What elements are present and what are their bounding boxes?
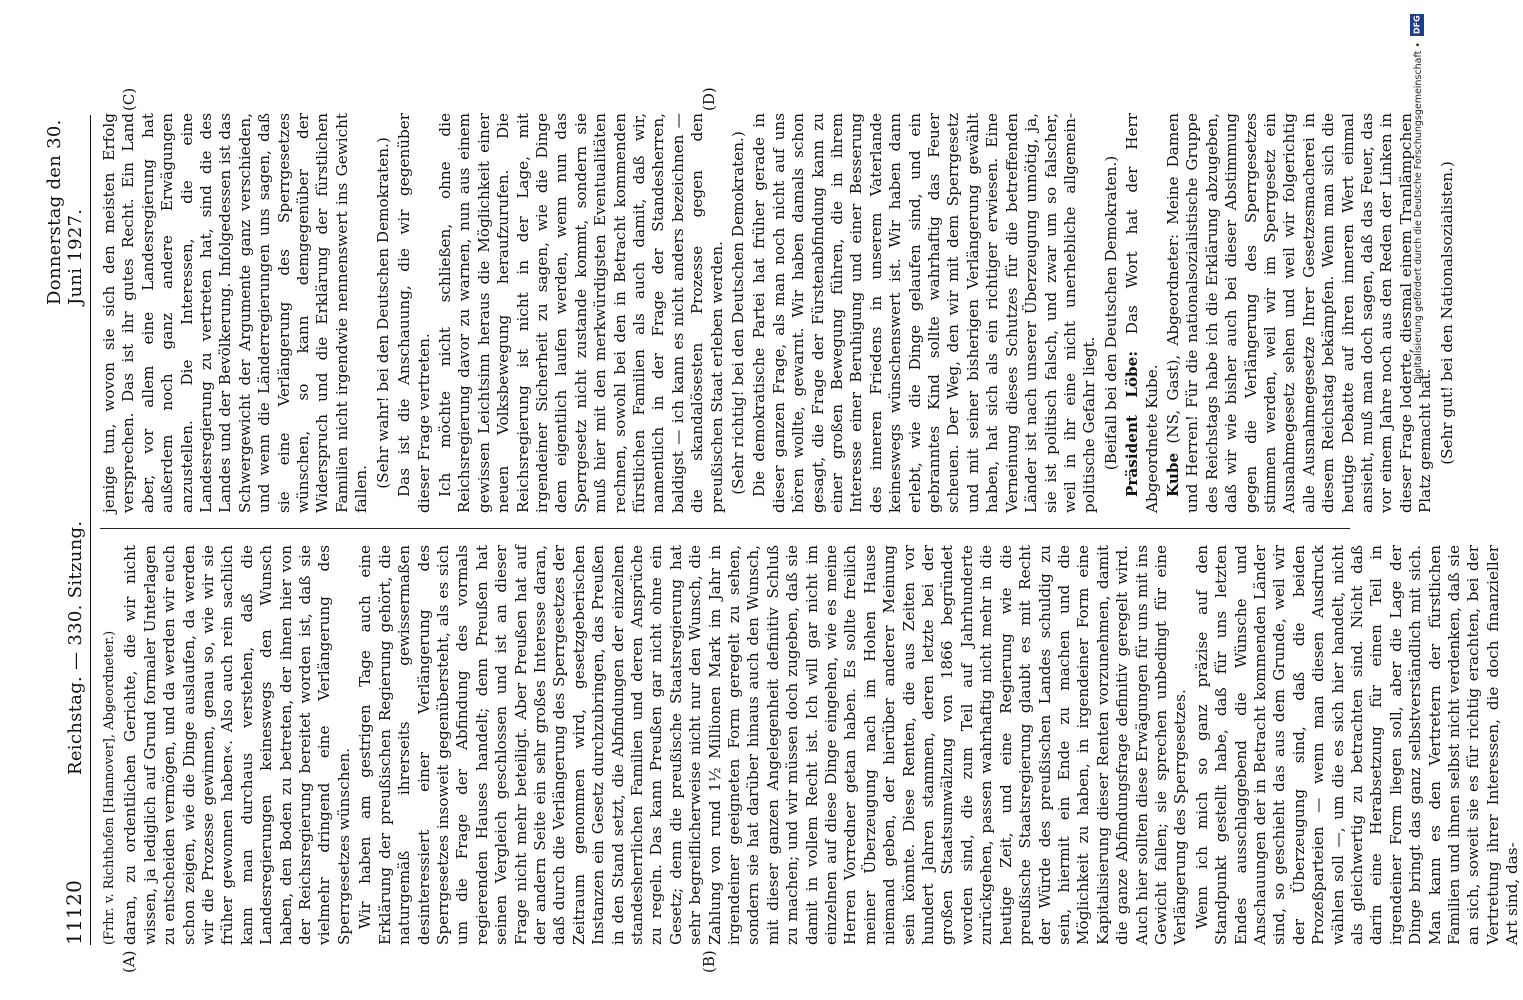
- header-rule: [90, 115, 91, 945]
- left-column: [100, 545, 1522, 945]
- interjection: (Sehr richtig! bei den Deutschen Demokraten.): [729, 131, 747, 495]
- interjection: (Sehr gut! bei den Nationalsozialisten.): [1437, 161, 1456, 465]
- speaker-name: Kube: [1163, 452, 1182, 497]
- page-header: [44, 115, 88, 945]
- paragraph-text: Das Wort hat der Herr Abgeordnete Kube.: [1123, 113, 1161, 513]
- page-number: 11120: [62, 879, 86, 945]
- paragraph: Wenn ich mich so ganz präzise auf den Standpunkt gestellt habe, daß für uns letzten Endes ausschlaggebend die Wünsche und Anschauungen der in Betracht kommenden Länder sind, so geschieht das aus dem Grunde, weil wir der Überzeugung sind, daß die beiden Prozeßparteien — wenn man diesen Ausdruck wählen soll —, um die es sich hier handelt, nicht als gleichwertig zu betrachten sind. Nicht daß darin eine Herabsetzung für einen Teil in irgendeiner Form liegen soll, aber die Lage der Dinge bringt das ganz selbstverständlich mit sich. Man kann es den Vertretern der fürstlichen Familien und ihnen selbst nicht verdenken, daß sie an sich, soweit sie es für richtig erachten, bei der Vertretung ihrer Interessen, die doch finanzieller Art sind, das-: [1192, 545, 1522, 945]
- paragraph: Das ist die Anschauung, die wir gegenüber dieser Frage vertreten.: [395, 113, 433, 513]
- margin-mark-c: (C): [120, 87, 138, 111]
- dfg-logo: DFG: [1410, 14, 1424, 36]
- margin-mark-b: (B): [700, 950, 718, 973]
- paragraph: daran, zu ordentlichen Gerichte, die wir nicht wissen, ja lediglich auf Grund formaler Unterlagen zu entscheiden vermögen, und da werden wir euch schon zeigen, wie die Dinge auslaufen, da werden wir die Prozesse gewinnen, genau so, wie wir sie früher gewonnen haben«. Also auch rein sachlich kann man durchaus verstehen, daß die Landesregierungen keineswegs den Wunsch haben, den Boden zu betreten, der ihnen hier von der Reichsregierung bereitet worden ist, daß sie vielmehr dringend eine Verlängerung des Sperrgesetzes wünschen.: [121, 545, 353, 945]
- speaker-name: Präsident Löbe:: [1123, 351, 1142, 497]
- president-paragraph: [1123, 113, 1162, 513]
- session-date: Donnerstag den 30. Juni 1927.: [44, 119, 86, 305]
- interjection: (Sehr wahr! bei den Deutschen Demokraten.): [373, 137, 392, 489]
- paragraph-text: (NS, Gast), Abgeordneter: Meine Damen und Herren! Für die nationalsozialistische Gruppe des Reichstags habe ich die Erklärung abzugeben, daß wir wie bisher auch bei dieser Abstimmung gegen die Verlängerung des Sperrgesetzes stimmen werden, weil wir im Sperrgesetz ein Ausnahmegesetz sehen und weil wir folgerichtig alle Ausnahmegesetze Ihrer Gesetzesmacherei in diesem Reichstag bekämpfen. Wenn man sich die heutige Debatte auf ihren inneren Wert einmal ansieht, muß man doch sagen, daß das Feuer, das vor einem Jahre noch aus den Reden der Linken in dieser Frage loderte, diesmal einem Tranlämpchen Platz gemacht hat.: [1163, 112, 1435, 513]
- column-divider: [100, 528, 1350, 529]
- margin-mark-d: (D): [700, 87, 718, 111]
- dfg-credit-text: Digitalisierung gefördert durch die Deutsche Forschungsgemeinschaft •: [1413, 42, 1424, 384]
- speaker-line: (Frhr. v. Richthofen [Hannover], Abgeordneter.): [102, 630, 117, 945]
- paragraph: Ich möchte nicht schließen, ohne die Reichsregierung davor zu warnen, nun aus einem gewissen Leichtsinn heraus die Möglichkeit einer neuen Volksbewegung heraufzurufen. Die Reichsregierung ist nicht in der Lage, mit irgendeiner Sicherheit zu sagen, wie die Dinge dem eigentlich laufen werden, wenn nun das Sperrgesetz nicht zustande kommt, sondern sie muß hier mit den merkwürdigsten Eventualitäten rechnen, sowohl bei den in Betracht kommenden fürstlichen Familien als auch damit, daß wir, namentlich in der Frage der Standesherren, baldigst — ich kann es nicht anders bezeichnen — die skandalösesten Prozesse gegen den preußischen Staat erleben werden.: [435, 113, 726, 513]
- interjection: (Beifall bei den Deutschen Demokraten.): [1101, 155, 1120, 471]
- session-title: Reichstag. — 330. Sitzung.: [65, 520, 86, 775]
- dfg-credit-strip: [1410, 6, 1430, 996]
- paragraph: jenige tun, wovon sie sich den meisten Erfolg versprechen. Das ist ihr gutes Recht. Ein Land aber, vor allem eine Landesregierung hat außerdem noch ganz andere Erwägungen anzustellen. Die Interessen, die eine Landesregierung zu vertreten hat, sind die des Landes und der Bevölkerung. Infolgedessen ist das Schwergewicht der Argumente ganz verschieden, und wenn die Länderregierungen uns sagen, daß sie eine Verlängerung des Sperrgesetzes wünschen, so kann demgegenüber der Widerspruch und die Erklärung der fürstlichen Familien nicht irgendwie nennenswert ins Gewicht fallen.: [100, 113, 371, 513]
- margin-mark-a: (A): [120, 950, 138, 973]
- paragraph: Wir haben am gestrigen Tage auch eine Erklärung der preußischen Regierung gehört, die naturgemäß ihrerseits gewissermaßen desinteressiert einer Verlängerung des Sperrgesetzes insoweit gegenübersteht, als es sich um die Frage der Abfindung des vormals regierenden Hauses handelt; denn Preußen hat seinen Vergleich geschlossen und ist an dieser Frage nicht mehr beteiligt. Aber Preußen hat auf der andern Seite ein sehr großes Interesse daran, daß durch die Verlängerung des Sperrgesetzes der Zeitraum genommen wird, gesetzgeberischen Instanzen ein Gesetz durchzubringen, das Preußen in den Stand setzt, die Abfindungen der einzelnen standesherrlichen Familien und deren Ansprüche zu regeln. Das kann Preußen gar nicht ohne ein Gesetz; denn die preußische Staatsregierung hat sehr begreiflicherweise nicht nur den Wunsch, die Zahlung von rund 1½ Millionen Mark im Jahr in irgendeiner geeigneten Form geregelt zu sehen, sondern sie hat darüber hinaus auch den Wunsch, mit dieser ganzen Angelegenheit definitiv Schluß zu machen; und wir müssen doch zugeben, daß sie damit in vollem Recht ist. Ich will gar nicht im einzelnen auf diese Dinge eingehen, wie es meine Herren Vorredner getan haben. Es sollte freilich meiner Überzeugung nach im Hohen Hause niemand geben, der hierüber anderer Meinung sein könnte. Diese Renten, die aus Zeiten vor hundert Jahren stammen, deren letzte bei der großen Staatsumwälzung von 1866 begründet worden sind, die zum Teil auf Jahrhunderte zurückgehen, passen wahrhaftig nicht mehr in die heutige Zeit, und eine Regierung wie die preußische Staatsregierung glaubt es mit Recht der Würde des preußischen Landes schuldig zu sein, hiermit ein Ende zu machen und die Möglichkeit zu haben, in irgendeiner Form eine Kapitalisierung dieser Renten vorzunehmen, damit die ganze Abfindungsfrage definitiv geregelt wird. Auch hier sollten diese Erwägungen für uns mit ins Gewicht fallen; sie sprechen unbedingt für eine Verlängerung des Sperrgesetzes.: [356, 545, 1190, 945]
- paragraph: Die demokratische Partei hat früher gerade in dieser ganzen Frage, als man noch nicht auf uns hören wollte, gewarnt. Wir haben damals schon gesagt, die Frage der Fürstenabfindung kann zu einer großen Bewegung führen, die in ihrem Interesse einer Beruhigung und einer Besserung des inneren Friedens in unserem Vaterlande keineswegs wünschenswert ist. Wir haben dann erlebt, wie die Dinge gelaufen sind, und ein gebranntes Kind sollte wahrhaftig das Feuer scheuen. Der Weg, den wir mit dem Sperrgesetz und mit seiner bisherigen Verlängerung gewählt haben, hat sich als ein richtiger erwiesen. Eine Verneinung dieses Schutzes für die betreffenden Länder ist nach unserer Überzeugung unnötig, ja, sie ist politisch falsch, und zwar um so falscher, weil in ihr eine nicht unerhebliche allgemein-politische Gefahr liegt.: [750, 113, 1099, 513]
- speaker-paragraph: [1164, 113, 1436, 513]
